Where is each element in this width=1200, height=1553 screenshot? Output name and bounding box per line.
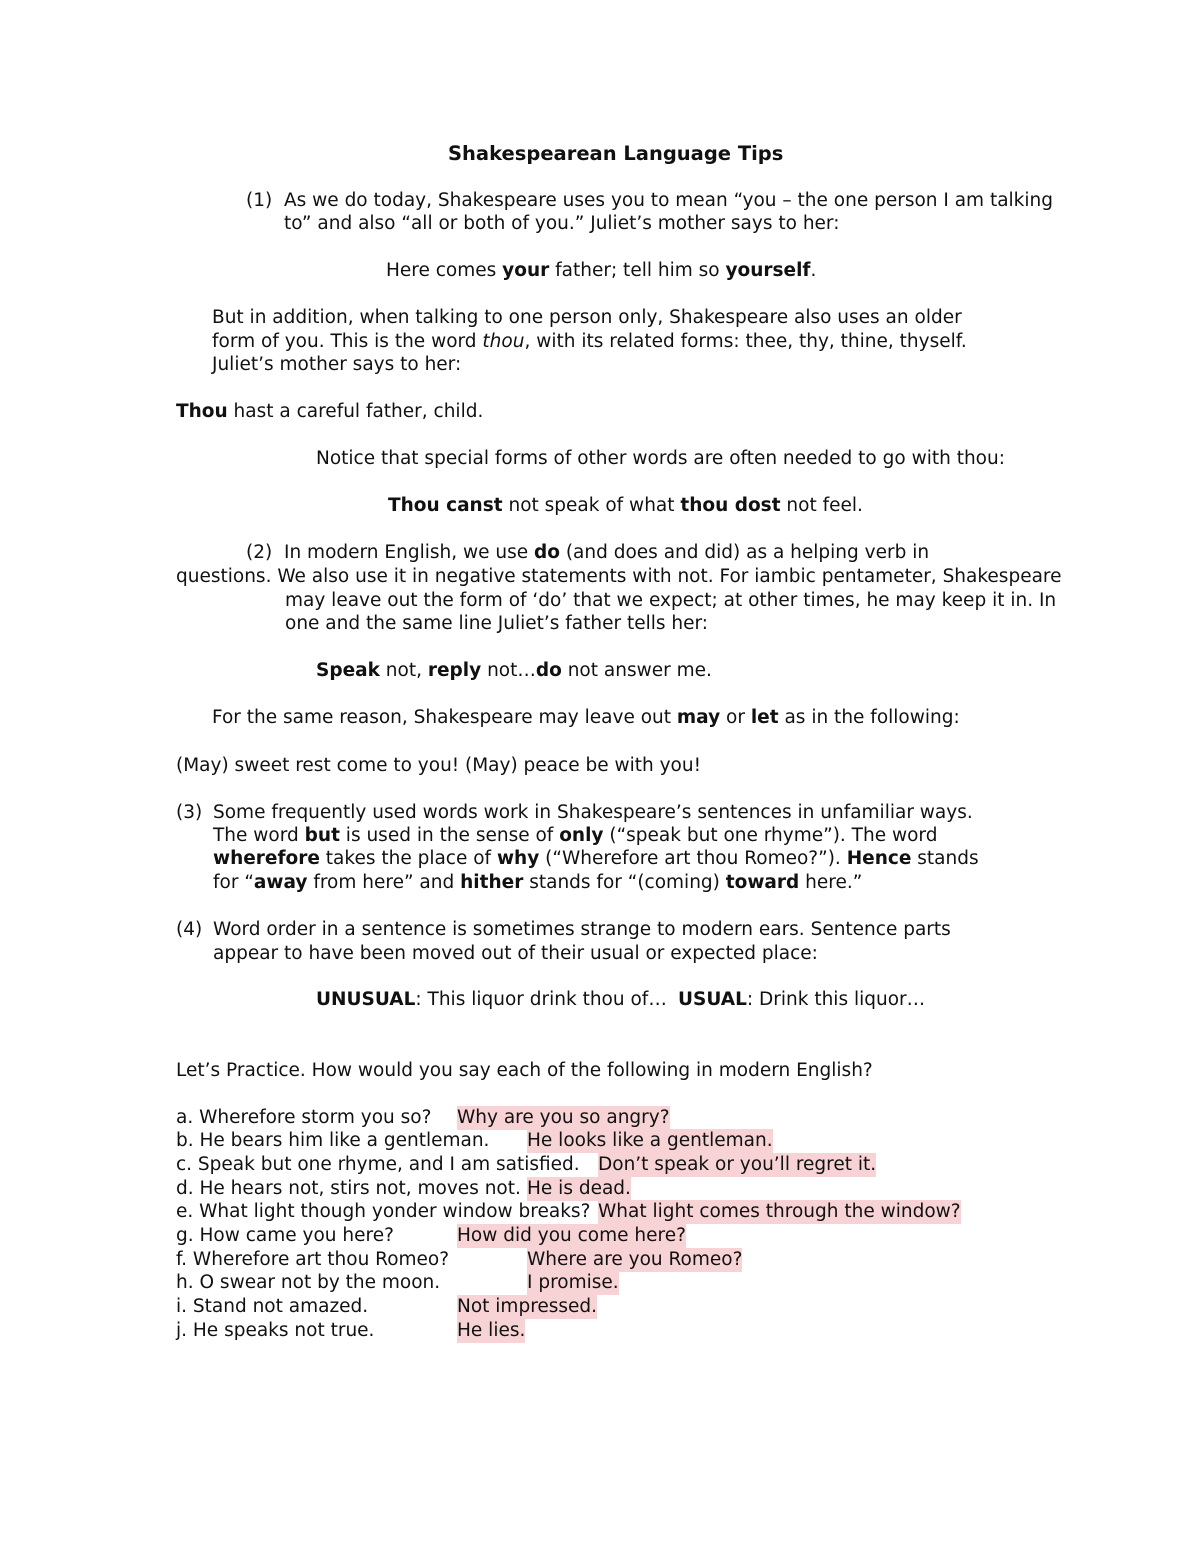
tip1-addition-line1: But in addition, when talking to one person only, Shakespeare also uses an older [212,307,962,328]
practice-question: h. O swear not by the moon. [176,1272,441,1293]
tip1-addition-line3: Juliet’s mother says to her: [212,354,462,375]
tip3-text: The word [213,825,305,846]
tip1-addition-italic: thou [482,331,525,352]
tip2-text: (and does and did) as a helping verb in [559,542,930,563]
tip1-line2: to” and also “all or both of you.” Juliet’s mother says to her: [284,213,840,234]
tip1-addition-text: , with its related forms: thee, thy, thine, thyself. [524,331,967,352]
practice-answer: Where are you Romeo? [527,1249,743,1270]
tip2-reason-bold: let [750,707,779,728]
usual-label: USUAL [678,989,747,1010]
tip4-unusual [316,988,667,1012]
tip1-example-bold: yourself [725,260,811,281]
tip2-reason [212,706,960,730]
tip1-example3-text: not speak of what [502,495,681,516]
tip1-example3-bold: thou dost [680,495,781,516]
tip2-text: In modern English, we use [284,542,534,563]
tip3-text: is used in the sense of [339,825,560,846]
practice-answer: Not impressed. [457,1296,598,1317]
practice-answer: He looks like a gentleman. [527,1130,773,1151]
practice-question: b. He bears him like a gentleman. [176,1130,490,1151]
tip1-addition-text: form of you. This is the word [212,331,483,352]
tip2-line2: questions. We also use it in negative statements with not. For iambic pentameter, Shakespeare [176,566,1062,587]
tip3-text: for “ [213,872,254,893]
tip2-reason-bold: may [676,707,721,728]
tip1-example2-text: hast a careful father, child. [227,401,484,422]
tip2-example-text: not, [379,660,428,681]
tip3-bold: but [304,825,340,846]
tip3-bold: toward [725,872,800,893]
tip2-line4: one and the same line Juliet’s father tells her: [285,613,709,634]
tip2-reason-text: For the same reason, Shakespeare may leave out [212,707,677,728]
tip2-example2-a: (May) sweet rest come to you! [176,755,460,776]
practice-answer: Why are you so angry? [457,1107,670,1128]
unusual-label: UNUSUAL [316,989,416,1010]
practice-question: g. How came you here? [176,1225,394,1246]
tip2-reason-text: or [720,707,751,728]
tip2-example2-b: (May) peace be with you! [465,755,702,776]
tip2-example-bold: reply [427,660,482,681]
tip1-number: (1) [246,190,273,211]
practice-question: d. He hears not, stirs not, moves not. [176,1178,521,1199]
tip2-reason-text: as in the following: [778,707,960,728]
usual-text: : Drink this liquor… [746,989,926,1010]
tip4-usual [678,988,925,1012]
tip3-line3 [213,847,979,871]
tip1-example [386,259,816,283]
practice-answer: I promise. [527,1272,619,1293]
tip1-example3 [388,494,863,518]
tip3-text: from here” and [307,872,461,893]
tip3-text: takes the place of [319,848,497,869]
tip1-example3-text: not feel. [780,495,863,516]
tip4-number: (4) [176,919,203,940]
tip2-example-text: not answer me. [561,660,712,681]
tip3-text: (“speak but one rhyme”). The word [603,825,938,846]
tip3-bold: only [559,825,604,846]
tip2-example-text: not… [481,660,536,681]
practice-answer: He is dead. [527,1178,631,1199]
tip1-example-text: Here comes [386,260,503,281]
practice-answer: What light comes through the window? [598,1201,961,1222]
tip2-line3: may leave out the form of ‘do’ that we expect; at other times, he may keep it in. In [285,590,1057,611]
tip1-example-bold: your [502,260,550,281]
tip2-example [316,659,712,683]
tip3-text: stands for “(coming) [523,872,726,893]
tip1-example-text: . [810,260,817,281]
tip1-example3-bold: Thou canst [388,495,503,516]
tip2-bold: do [534,542,560,563]
tip4-line1: Word order in a sentence is sometimes strange to modern ears. Sentence parts [213,919,951,940]
tip1-notice: Notice that special forms of other words are often needed to go with thou: [316,448,1005,469]
practice-intro: Let’s Practice. How would you say each of the following in modern English? [176,1060,873,1081]
tip3-line1: Some frequently used words work in Shakespeare’s sentences in unfamiliar ways. [213,802,973,823]
tip3-bold: why [496,848,540,869]
practice-question: a. Wherefore storm you so? [176,1107,432,1128]
practice-question: c. Speak but one rhyme, and I am satisfied. [176,1154,580,1175]
practice-answer: Don’t speak or you’ll regret it. [598,1154,877,1175]
practice-answer: He lies. [457,1320,526,1341]
tip2-line1 [284,541,929,565]
tip3-text: stands [911,848,979,869]
tip2-example-bold: do [535,660,562,681]
tip1-example2 [176,400,483,424]
tip3-bold: wherefore [213,848,320,869]
tip3-bold: Hence [846,848,912,869]
tip3-bold: hither [460,872,524,893]
practice-question: f. Wherefore art thou Romeo? [176,1249,450,1270]
practice-question: i. Stand not amazed. [176,1296,369,1317]
practice-answer: How did you come here? [457,1225,686,1246]
tip2-example-bold: Speak [316,660,380,681]
practice-question: j. He speaks not true. [176,1320,375,1341]
tip3-text: (“Wherefore art thou Romeo?”). [539,848,847,869]
tip3-line4 [213,871,862,895]
unusual-text: : This liquor drink thou of… [415,989,667,1010]
page-title: Shakespearean Language Tips [448,142,784,165]
tip4-line2: appear to have been moved out of their usual or expected place: [213,943,818,964]
tip3-line2 [213,824,937,848]
tip1-example-text: father; tell him so [549,260,726,281]
tip2-number: (2) [246,542,273,563]
tip1-line1: As we do today, Shakespeare uses you to mean “you – the one person I am talking [284,190,1054,211]
tip3-number: (3) [176,802,203,823]
tip3-bold: away [253,872,308,893]
practice-question: e. What light though yonder window breaks? [176,1201,591,1222]
tip1-addition-line2 [212,330,967,354]
tip3-text: here.” [799,872,863,893]
tip1-example2-bold: Thou [176,401,228,422]
